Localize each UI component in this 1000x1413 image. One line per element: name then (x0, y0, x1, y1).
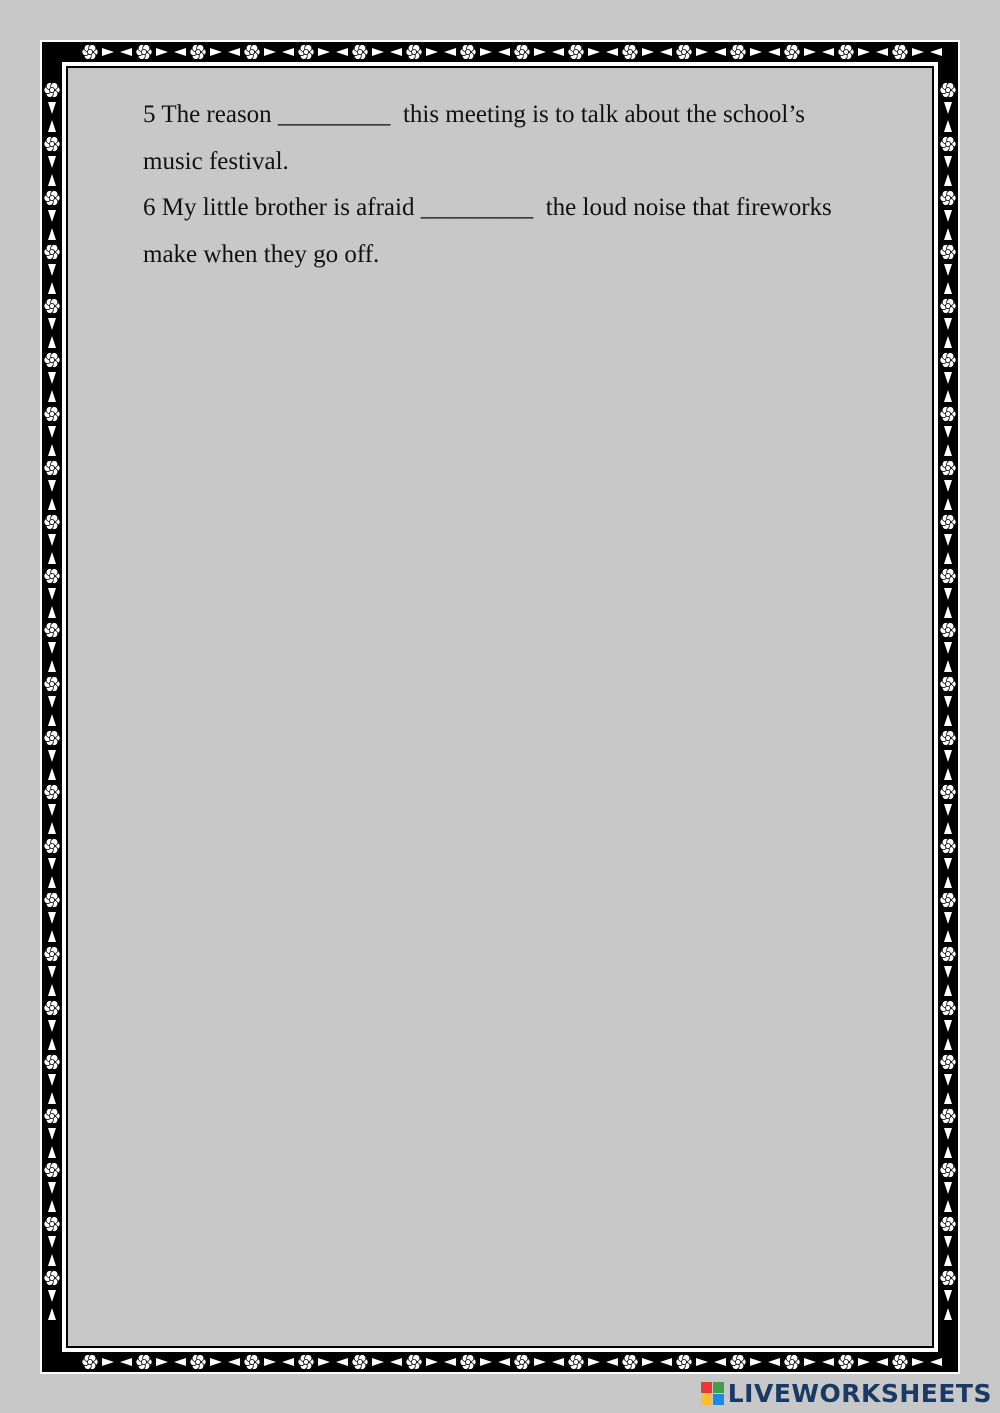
arrow-ornament (390, 48, 402, 56)
flower-ornament (44, 245, 60, 260)
arrow-ornament (318, 48, 330, 56)
flower-ornament (44, 1217, 60, 1232)
flower-ornament (136, 45, 152, 60)
logo-tile (713, 1382, 724, 1393)
arrow-ornament (48, 1236, 56, 1248)
flower-ornament (940, 407, 956, 422)
flower-ornament (940, 1109, 956, 1124)
arrow-ornament (642, 1358, 654, 1366)
flower-ornament (44, 1001, 60, 1016)
arrow-ornament (372, 48, 384, 56)
arrow-ornament (944, 714, 952, 726)
flower-ornament (940, 299, 956, 314)
arrow-ornament (876, 1358, 888, 1366)
arrow-ornament (944, 228, 952, 240)
arrow-ornament (48, 156, 56, 168)
arrow-ornament (48, 714, 56, 726)
arrow-ornament (534, 48, 546, 56)
flower-ornament (784, 1355, 800, 1370)
arrow-ornament (944, 858, 952, 870)
flower-ornament (730, 45, 746, 60)
flower-ornament (352, 45, 368, 60)
arrow-ornament (426, 48, 438, 56)
arrow-ornament (318, 1358, 330, 1366)
logo-tile (701, 1394, 712, 1405)
flower-ornament (940, 191, 956, 206)
arrow-ornament (48, 1254, 56, 1266)
arrow-ornament (48, 1038, 56, 1050)
arrow-ornament (48, 966, 56, 978)
arrow-ornament (588, 1358, 600, 1366)
flower-ornament (940, 1001, 956, 1016)
arrow-ornament (48, 768, 56, 780)
arrow-ornament (660, 48, 672, 56)
arrow-ornament (48, 318, 56, 330)
question-5 (143, 92, 903, 139)
arrow-ornament (48, 750, 56, 762)
arrow-ornament (48, 1128, 56, 1140)
arrow-ornament (48, 426, 56, 438)
arrow-ornament (102, 48, 114, 56)
flower-ornament (940, 245, 956, 260)
arrow-ornament (822, 1358, 834, 1366)
arrow-ornament (944, 588, 952, 600)
flower-ornament (190, 45, 206, 60)
flower-ornament (940, 137, 956, 152)
arrow-ornament (588, 48, 600, 56)
arrow-ornament (48, 228, 56, 240)
flower-ornament (44, 1163, 60, 1178)
arrow-ornament (174, 1358, 186, 1366)
arrow-ornament (944, 102, 952, 114)
arrow-ornament (282, 48, 294, 56)
flower-ornament (892, 1355, 908, 1370)
arrow-ornament (48, 1020, 56, 1032)
flower-ornament (940, 839, 956, 854)
flower-ornament (44, 731, 60, 746)
logo-tile (713, 1394, 724, 1405)
flower-ornament (676, 1355, 692, 1370)
flower-ornament (568, 45, 584, 60)
arrow-ornament (944, 1074, 952, 1086)
arrow-ornament (768, 48, 780, 56)
arrow-ornament (944, 318, 952, 330)
arrow-ornament (372, 1358, 384, 1366)
arrow-ornament (714, 1358, 726, 1366)
arrow-ornament (444, 1358, 456, 1366)
arrow-ornament (264, 1358, 276, 1366)
arrow-ornament (48, 552, 56, 564)
arrow-ornament (804, 48, 816, 56)
flower-ornament (82, 45, 98, 60)
arrow-ornament (606, 1358, 618, 1366)
flower-ornament (940, 893, 956, 908)
arrow-ornament (498, 1358, 510, 1366)
arrow-ornament (48, 822, 56, 834)
arrow-ornament (858, 1358, 870, 1366)
flower-ornament (892, 45, 908, 60)
arrow-ornament (390, 1358, 402, 1366)
arrow-ornament (750, 1358, 762, 1366)
arrow-ornament (768, 1358, 780, 1366)
arrow-ornament (944, 1254, 952, 1266)
arrow-ornament (944, 534, 952, 546)
arrow-ornament (48, 984, 56, 996)
arrow-ornament (944, 966, 952, 978)
arrow-ornament (642, 48, 654, 56)
arrow-ornament (944, 750, 952, 762)
arrow-ornament (48, 336, 56, 348)
question-number: 6 (143, 194, 156, 221)
arrow-ornament (606, 48, 618, 56)
arrow-ornament (48, 1290, 56, 1302)
arrow-ornament (944, 444, 952, 456)
arrow-ornament (944, 1236, 952, 1248)
flower-ornament (44, 299, 60, 314)
flower-ornament (940, 947, 956, 962)
arrow-ornament (174, 48, 186, 56)
arrow-ornament (944, 1038, 952, 1050)
arrow-ornament (498, 48, 510, 56)
flower-ornament (940, 677, 956, 692)
arrow-ornament (944, 606, 952, 618)
flower-ornament (940, 785, 956, 800)
arrow-ornament (944, 426, 952, 438)
flower-ornament (568, 1355, 584, 1370)
arrow-ornament (48, 282, 56, 294)
arrow-ornament (944, 120, 952, 132)
arrow-ornament (48, 372, 56, 384)
flower-ornament (44, 461, 60, 476)
arrow-ornament (480, 1358, 492, 1366)
flower-ornament (44, 137, 60, 152)
arrow-ornament (48, 858, 56, 870)
flower-ornament (44, 623, 60, 638)
arrow-ornament (48, 480, 56, 492)
arrow-ornament (534, 1358, 546, 1366)
flower-ornament (44, 839, 60, 854)
flower-ornament (676, 45, 692, 60)
arrow-ornament (660, 1358, 672, 1366)
arrow-ornament (120, 1358, 132, 1366)
flower-ornament (940, 461, 956, 476)
arrow-ornament (944, 264, 952, 276)
arrow-ornament (944, 174, 952, 186)
flower-ornament (940, 1271, 956, 1286)
flower-ornament (244, 45, 260, 60)
arrow-ornament (48, 1182, 56, 1194)
flower-ornament (940, 623, 956, 638)
flower-ornament (44, 1109, 60, 1124)
flower-ornament (82, 1355, 98, 1370)
flower-ornament (44, 83, 60, 98)
arrow-ornament (48, 1200, 56, 1212)
flower-ornament (44, 1055, 60, 1070)
arrow-ornament (944, 1308, 952, 1320)
flower-ornament (406, 1355, 422, 1370)
question-6-continuation: make when they go off. (143, 240, 380, 268)
flower-ornament (44, 947, 60, 962)
flower-ornament (44, 1271, 60, 1286)
arrow-ornament (552, 48, 564, 56)
arrow-ornament (944, 156, 952, 168)
arrow-ornament (944, 1128, 952, 1140)
arrow-ornament (228, 48, 240, 56)
flower-ornament (940, 353, 956, 368)
flower-ornament (460, 45, 476, 60)
arrow-ornament (120, 48, 132, 56)
flower-ornament (44, 353, 60, 368)
arrow-ornament (48, 606, 56, 618)
flower-ornament (622, 1355, 638, 1370)
flower-ornament (940, 1217, 956, 1232)
arrow-ornament (336, 1358, 348, 1366)
flower-ornament (298, 45, 314, 60)
arrow-ornament (944, 1182, 952, 1194)
arrow-ornament (944, 390, 952, 402)
arrow-ornament (48, 876, 56, 888)
arrow-ornament (48, 534, 56, 546)
arrow-ornament (282, 1358, 294, 1366)
arrow-ornament (48, 1074, 56, 1086)
logo-tile (701, 1382, 712, 1393)
answer-blank[interactable]: _________ (420, 194, 534, 221)
flower-ornament (514, 45, 530, 60)
flower-ornament (940, 731, 956, 746)
arrow-ornament (944, 1146, 952, 1158)
question-number: 5 (143, 101, 156, 128)
flower-ornament (940, 515, 956, 530)
flower-ornament (44, 785, 60, 800)
flower-ornament (784, 45, 800, 60)
arrow-ornament (48, 390, 56, 402)
arrow-ornament (444, 48, 456, 56)
arrow-ornament (48, 696, 56, 708)
flower-ornament (44, 569, 60, 584)
question-5-continuation: music festival. (143, 147, 289, 175)
question-text-before: My little brother is afraid (161, 194, 415, 221)
flower-ornament (940, 83, 956, 98)
flower-ornament (44, 893, 60, 908)
arrow-ornament (944, 210, 952, 222)
arrow-ornament (944, 660, 952, 672)
arrow-ornament (696, 1358, 708, 1366)
arrow-ornament (696, 48, 708, 56)
arrow-ornament (944, 498, 952, 510)
flower-ornament (298, 1355, 314, 1370)
liveworksheets-logo-icon (701, 1382, 724, 1405)
arrow-ornament (822, 48, 834, 56)
arrow-ornament (48, 102, 56, 114)
arrow-ornament (480, 48, 492, 56)
question-text-after: the loud noise that fireworks (545, 194, 832, 221)
answer-blank[interactable]: _________ (277, 101, 391, 128)
arrow-ornament (228, 1358, 240, 1366)
arrow-ornament (930, 48, 942, 56)
flower-ornament (44, 191, 60, 206)
arrow-ornament (804, 1358, 816, 1366)
arrow-ornament (944, 1092, 952, 1104)
flower-ornament (940, 569, 956, 584)
arrow-ornament (944, 768, 952, 780)
arrow-ornament (944, 282, 952, 294)
arrow-ornament (48, 120, 56, 132)
flower-ornament (44, 407, 60, 422)
question-text-before: The reason (161, 101, 272, 128)
arrow-ornament (944, 372, 952, 384)
arrow-ornament (48, 588, 56, 600)
arrow-ornament (48, 930, 56, 942)
arrow-ornament (944, 804, 952, 816)
arrow-ornament (944, 1290, 952, 1302)
arrow-ornament (944, 912, 952, 924)
arrow-ornament (944, 336, 952, 348)
flower-ornament (514, 1355, 530, 1370)
arrow-ornament (912, 1358, 924, 1366)
flower-ornament (838, 1355, 854, 1370)
arrow-ornament (48, 174, 56, 186)
arrow-ornament (102, 1358, 114, 1366)
arrow-ornament (912, 48, 924, 56)
arrow-ornament (944, 822, 952, 834)
arrow-ornament (156, 1358, 168, 1366)
flower-ornament (244, 1355, 260, 1370)
flower-ornament (136, 1355, 152, 1370)
arrow-ornament (944, 1200, 952, 1212)
arrow-ornament (944, 984, 952, 996)
arrow-ornament (944, 480, 952, 492)
arrow-ornament (48, 1308, 56, 1320)
liveworksheets-watermark (701, 1379, 992, 1407)
arrow-ornament (48, 912, 56, 924)
arrow-ornament (944, 1020, 952, 1032)
arrow-ornament (930, 1358, 942, 1366)
arrow-ornament (552, 1358, 564, 1366)
arrow-ornament (944, 930, 952, 942)
arrow-ornament (714, 48, 726, 56)
question-6 (143, 185, 903, 232)
arrow-ornament (210, 1358, 222, 1366)
arrow-ornament (48, 498, 56, 510)
arrow-ornament (750, 48, 762, 56)
flower-ornament (940, 1163, 956, 1178)
arrow-ornament (48, 642, 56, 654)
arrow-ornament (48, 210, 56, 222)
arrow-ornament (48, 660, 56, 672)
arrow-ornament (944, 642, 952, 654)
arrow-ornament (156, 48, 168, 56)
arrow-ornament (48, 444, 56, 456)
flower-ornament (406, 45, 422, 60)
arrow-ornament (336, 48, 348, 56)
flower-ornament (190, 1355, 206, 1370)
arrow-ornament (210, 48, 222, 56)
arrow-ornament (876, 48, 888, 56)
arrow-ornament (48, 804, 56, 816)
flower-ornament (352, 1355, 368, 1370)
flower-ornament (44, 515, 60, 530)
watermark-text: LIVEWORKSHEETS (727, 1378, 992, 1408)
arrow-ornament (944, 876, 952, 888)
flower-ornament (730, 1355, 746, 1370)
arrow-ornament (858, 48, 870, 56)
arrow-ornament (48, 264, 56, 276)
question-text-after: this meeting is to talk about the school’s (402, 101, 805, 128)
arrow-ornament (944, 696, 952, 708)
arrow-ornament (48, 1092, 56, 1104)
flower-ornament (460, 1355, 476, 1370)
arrow-ornament (264, 48, 276, 56)
flower-ornament (622, 45, 638, 60)
flower-ornament (940, 1055, 956, 1070)
questions-block (143, 92, 903, 278)
flower-ornament (44, 677, 60, 692)
flower-ornament (838, 45, 854, 60)
arrow-ornament (944, 552, 952, 564)
arrow-ornament (48, 1146, 56, 1158)
arrow-ornament (426, 1358, 438, 1366)
